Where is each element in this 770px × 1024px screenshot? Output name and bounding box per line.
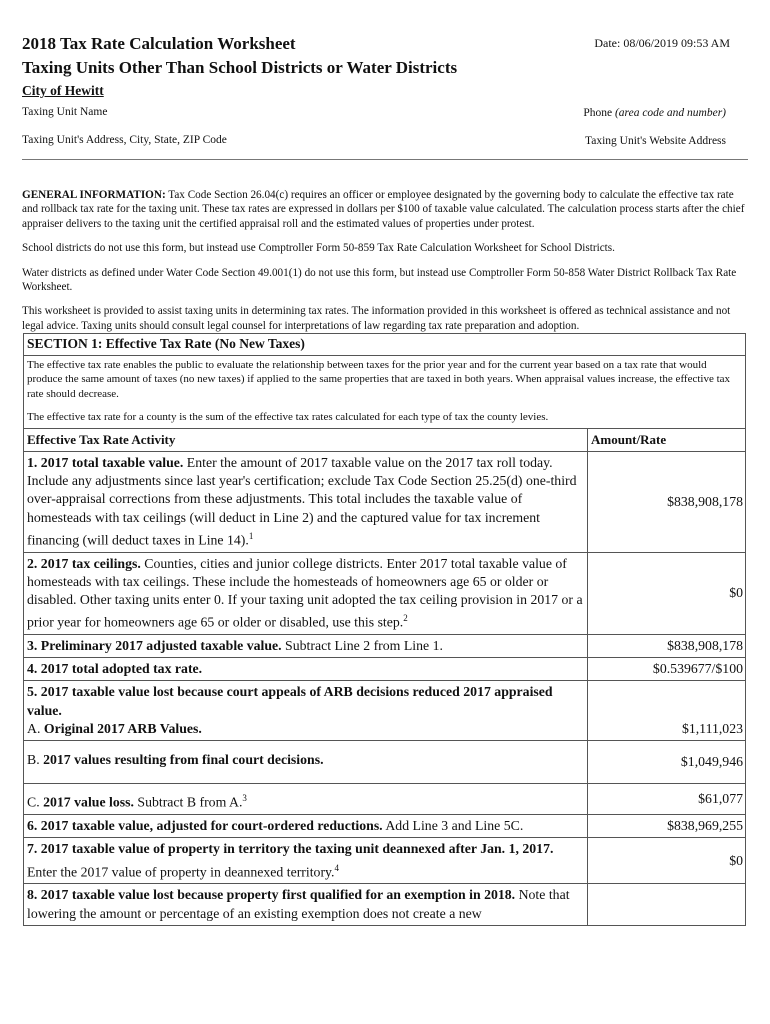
worksheet-page — [22, 30, 748, 926]
taxing-unit-name-label: Taxing Unit Name — [22, 106, 108, 118]
line5b-title: 2017 values resulting from final court decisions. — [43, 752, 324, 768]
line6-description — [24, 815, 588, 838]
form-header — [22, 30, 748, 188]
line1-title: 1. 2017 total taxable value. — [27, 455, 184, 471]
line5c-description — [24, 784, 588, 815]
line5-title: 5. 2017 taxable value lost because court appeals of ARB decisions reduced 2017 appraised value. — [27, 684, 553, 718]
column-header-activity: Effective Tax Rate Activity — [24, 429, 588, 452]
section1-intro — [24, 356, 746, 429]
line6-text: Add Line 3 and Line 5C. — [382, 818, 524, 834]
line7-footnote: 4 — [334, 862, 340, 873]
line1-description — [24, 452, 588, 553]
school-districts-note: School districts do not use this form, but instead use Comptroller Form 50-859 Tax Rate Calculation Worksheet for School Districts. — [22, 242, 615, 255]
line5c-prefix: C. — [27, 794, 44, 810]
general-info-heading: GENERAL INFORMATION: — [22, 189, 166, 201]
table-row — [24, 838, 746, 884]
line7-amount: $0 — [588, 838, 746, 884]
line5c-footnote: 3 — [242, 793, 247, 804]
line8-title: 8. 2017 taxable value lost because property first qualified for an exemption in 2018. — [27, 887, 516, 903]
table-row — [24, 658, 746, 681]
line7-text: Enter the 2017 value of property in deannexed territory. — [27, 864, 335, 880]
phone-label-hint: (area code and number) — [614, 107, 726, 119]
line5-description — [24, 681, 588, 741]
line5b-prefix: B. — [27, 752, 44, 768]
table-row — [24, 635, 746, 658]
line6-title: 6. 2017 taxable value, adjusted for court-ordered reductions. — [27, 818, 383, 834]
form-subtitle: Taxing Units Other Than School Districts or Water Districts — [22, 58, 458, 77]
line7-title: 7. 2017 taxable value of property in territory the taxing unit deannexed after Jan. 1, 2017. — [27, 841, 554, 857]
address-label: Taxing Unit's Address, City, State, ZIP Code — [22, 134, 227, 146]
form-title: 2018 Tax Rate Calculation Worksheet — [22, 34, 296, 53]
line5a-title: Original 2017 ARB Values. — [43, 720, 202, 736]
line2-footnote: 2 — [403, 613, 408, 624]
line3-amount: $838,908,178 — [588, 635, 746, 658]
line6-amount: $838,969,255 — [588, 815, 746, 838]
table-row — [24, 741, 746, 784]
line5c-text: Subtract B from A. — [133, 794, 243, 810]
line1-footnote: 1 — [248, 530, 254, 541]
general-information — [22, 188, 748, 333]
line3-description — [24, 635, 588, 658]
line7-description — [24, 838, 588, 884]
section1-intro-p2: The effective tax rate for a county is the sum of the effective tax rates calculated for each type of tax the county levies. — [27, 410, 549, 423]
line2-amount: $0 — [588, 552, 746, 634]
water-districts-note: Water districts as defined under Water Code Section 49.001(1) do not use this form, but instead use Comptroller Form 50-858 Water District Rollback Tax Rate Worksheet. — [22, 266, 737, 294]
header-divider — [22, 159, 748, 160]
section1-table — [23, 333, 746, 925]
line1-text: Enter the amount of 2017 taxable value on the 2017 tax roll today. Include any adjustments since last year's certification; exclude Tax Code Section 25.25(d) one-third over-appraisal corrections from these adjustments. This total includes the taxable value of homesteads with tax ceilings (will deduct in Line 2) and the captured value for tax increment financing (will deduct taxes in Line 14). — [27, 455, 577, 548]
general-info-paragraph — [22, 188, 748, 231]
line2-title: 2. 2017 tax ceilings. — [27, 555, 141, 571]
line5a-prefix: A. — [27, 720, 44, 736]
line5c-amount: $61,077 — [588, 784, 746, 815]
line5a-amount: $1,111,023 — [588, 681, 746, 741]
phone-label — [583, 107, 726, 119]
line4-description — [24, 658, 588, 681]
line8-text: Note that lowering the amount or percentage of an existing exemption does not create a new — [27, 887, 570, 921]
table-row — [24, 681, 746, 741]
section1-intro-p1: The effective tax rate enables the public to evaluate the relationship between taxes for the prior year and for the current year based on a tax rate that would produce the same amount of taxes (no new taxes) if applied to the same properties that are taxed in both years. When appraisal values increase, the effective tax rate should decrease. — [27, 359, 731, 400]
form-date: Date: 08/06/2019 09:53 AM — [594, 36, 730, 50]
line5b-amount: $1,049,946 — [588, 741, 746, 784]
column-header-amount: Amount/Rate — [588, 429, 746, 452]
table-row — [24, 552, 746, 634]
line3-title: 3. Preliminary 2017 adjusted taxable value. — [27, 638, 282, 654]
table-row — [24, 884, 746, 925]
line8-description — [24, 884, 588, 925]
taxing-unit-name-value: City of Hewitt — [22, 83, 104, 98]
line4-amount: $0.539677/$100 — [588, 658, 746, 681]
table-row — [24, 815, 746, 838]
disclaimer-note: This worksheet is provided to assist taxing units in determining tax rates. The information provided in this worksheet is offered as technical assistance and not legal advice. Taxing units should consult legal counsel for interpretations of law regarding tax rate preparation and adoption. — [22, 305, 731, 332]
section1-title: SECTION 1: Effective Tax Rate (No New Taxes) — [24, 334, 746, 356]
line1-amount: $838,908,178 — [588, 452, 746, 553]
line5b-description — [24, 741, 588, 784]
line5c-title: 2017 value loss. — [43, 794, 134, 810]
line2-text: Counties, cities and junior college districts. Enter 2017 total taxable value of homesteads with tax ceilings. These include the homesteads of homeowners age 65 or older or disabled. Other taxing units enter 0. If your taxing unit adopted the tax ceiling provision in 2017 or a prior year for homeowners age 65 or older or disabled, use this step. — [27, 555, 583, 630]
line8-amount — [588, 884, 746, 925]
line4-title: 4. 2017 total adopted tax rate. — [27, 661, 203, 677]
website-label: Taxing Unit's Website Address — [585, 135, 726, 147]
line3-text: Subtract Line 2 from Line 1. — [281, 638, 443, 654]
table-row — [24, 784, 746, 815]
phone-label-text: Phone — [583, 107, 615, 119]
table-row — [24, 452, 746, 553]
general-info-text: Tax Code Section 26.04(c) requires an officer or employee designated by the governing body to calculate the effective tax rate and rollback tax rate for the taxing unit. These tax rates are expressed in dollars per $100 of taxable value calculated. The calculation process starts after the chief appraiser delivers to the taxing unit the certified appraisal roll and the estimated values of properties under protest. — [22, 189, 745, 230]
line2-description — [24, 552, 588, 634]
